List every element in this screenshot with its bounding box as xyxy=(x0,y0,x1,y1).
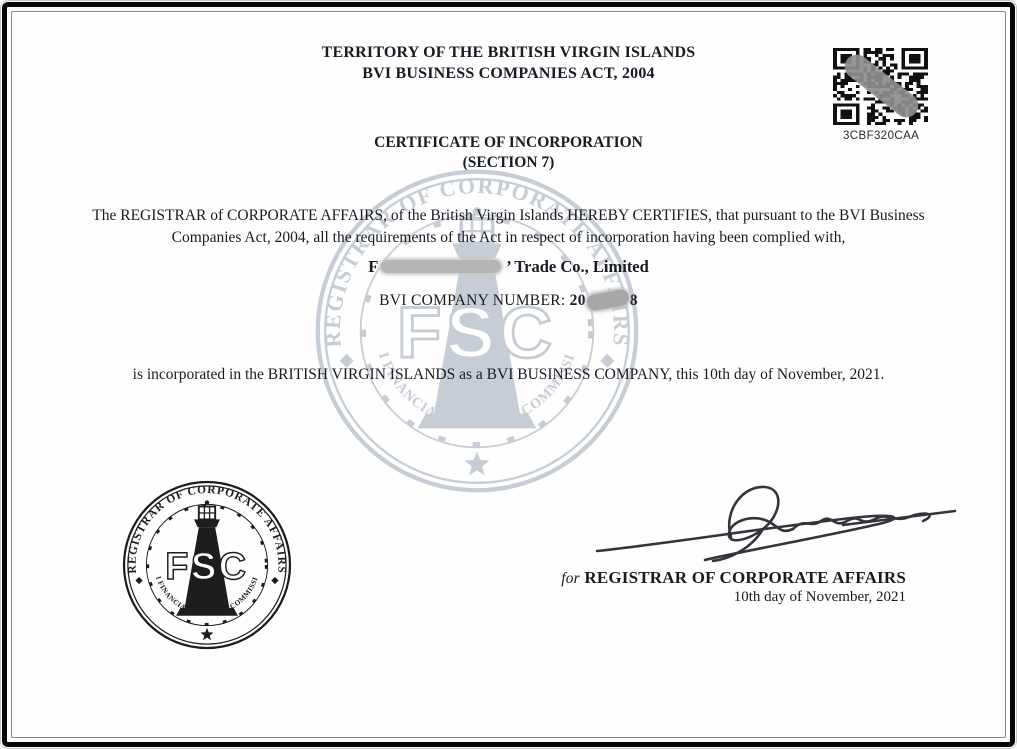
signature-for-word: for xyxy=(561,570,580,587)
incorporation-statement: is incorporated in the BRITISH VIRGIN ISLANDS as a BVI BUSINESS COMPANY, this 10th day of November, 2021. xyxy=(132,366,885,383)
company-number-suffix: 8 xyxy=(629,292,638,309)
registrar-stamp-seal xyxy=(121,479,293,651)
company-number-prefix: 20 xyxy=(569,292,586,309)
signature-date: 10th day of November, 2021 xyxy=(733,589,906,605)
signature-image xyxy=(593,481,965,565)
registrar-title: REGISTRAR OF CORPORATE AFFAIRS xyxy=(584,568,906,587)
company-name-line xyxy=(0,257,1017,277)
signing-officer-block xyxy=(561,568,906,606)
document-title-block xyxy=(0,133,1017,173)
company-name-redaction xyxy=(381,260,501,273)
territory-line: TERRITORY OF THE BRITISH VIRGIN ISLANDS xyxy=(321,44,696,61)
certificate-subtitle: (SECTION 7) xyxy=(462,154,555,171)
company-name-suffix: ’ Trade Co., Limited xyxy=(506,257,649,276)
certification-paragraph: The REGISTRAR of CORPORATE AFFAIRS, of the British Virgin Islands HEREBY CERTIFIES, that pursuant to the BVI Business Companies Act, 2004, all the requirements of the Act in respect of incorporation having been complied with, xyxy=(92,207,925,246)
company-number-redaction xyxy=(586,288,630,311)
company-number-line xyxy=(0,292,1017,310)
registrar-signature-line xyxy=(561,568,906,588)
act-line: BVI BUSINESS COMPANIES ACT, 2004 xyxy=(362,65,655,82)
company-number-label: BVI COMPANY NUMBER: xyxy=(379,292,566,309)
qr-code-block xyxy=(833,48,928,142)
certificate-title: CERTIFICATE OF INCORPORATION xyxy=(374,134,643,151)
company-name-prefix: F xyxy=(368,257,379,276)
qr-code-label: 3CBF320CAA xyxy=(843,130,920,142)
